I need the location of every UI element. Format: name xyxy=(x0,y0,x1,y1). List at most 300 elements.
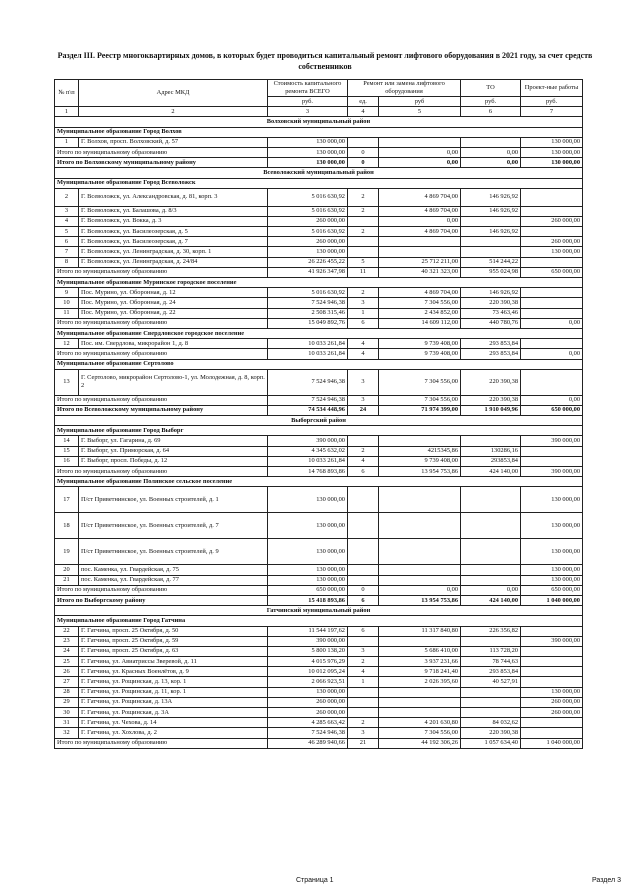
value-cell: 130 000,00 xyxy=(268,687,348,697)
value-cell: 130 000,00 xyxy=(268,565,348,575)
value-cell: 20 xyxy=(55,565,79,575)
subtotal-row xyxy=(55,147,583,157)
value-cell: 130 000,00 xyxy=(268,513,348,539)
value-cell xyxy=(461,436,521,446)
value-cell xyxy=(379,565,461,575)
value-cell: 130 000,00 xyxy=(521,565,583,575)
table-row xyxy=(55,487,583,513)
value-cell: 146 926,92 xyxy=(461,206,521,216)
value-cell: 5 xyxy=(55,227,79,237)
value-cell: 4215345,86 xyxy=(379,446,461,456)
address-cell: Г. Сертолово, микрорайон Сертолово-1, ул. Молодежная, д. 8, корп. 2 xyxy=(79,369,268,395)
value-cell: 14 xyxy=(55,436,79,446)
value-cell: 260 000,00 xyxy=(268,697,348,707)
value-cell: 4 345 632,02 xyxy=(268,446,348,456)
value-cell xyxy=(348,216,379,226)
value-cell: 4 869 704,00 xyxy=(379,188,461,206)
value-cell xyxy=(379,697,461,707)
value-cell: 11 544 197,62 xyxy=(268,626,348,636)
address-cell: Пос. им. Свердлова, микрорайон 1, д. 8 xyxy=(79,339,268,349)
table-row xyxy=(55,436,583,446)
value-cell: 146 926,92 xyxy=(461,288,521,298)
address-cell: Г. Гатчина, просп. 25 Октября, д. 63 xyxy=(79,646,268,656)
value-cell: 5 xyxy=(348,257,379,267)
value-cell: 25 xyxy=(55,657,79,667)
value-cell: 130 000,00 xyxy=(268,147,348,157)
value-cell: 22 xyxy=(55,626,79,636)
value-cell: 5 016 630,92 xyxy=(268,188,348,206)
value-cell xyxy=(461,137,521,147)
value-cell: 650 000,00 xyxy=(268,585,348,595)
address-cell: Г. Всеволожск, ул. Василеозерская, д. 7 xyxy=(79,237,268,247)
value-cell: 130 000,00 xyxy=(521,158,583,168)
table-row xyxy=(55,513,583,539)
value-cell xyxy=(348,513,379,539)
header-address: Адрес МКД xyxy=(79,80,268,107)
value-cell: 4 869 704,00 xyxy=(379,206,461,216)
value-cell: 260 000,00 xyxy=(521,697,583,707)
value-cell: 2 xyxy=(348,657,379,667)
address-cell: Г. Гатчина, ул. Хохлова, д. 2 xyxy=(79,728,268,738)
value-cell: 16 xyxy=(55,456,79,466)
value-cell: 390 000,00 xyxy=(268,436,348,446)
value-cell: 130 000,00 xyxy=(268,247,348,257)
value-cell: 130 000,00 xyxy=(521,137,583,147)
value-cell: 130286,16 xyxy=(461,446,521,456)
value-cell: 23 xyxy=(55,636,79,646)
value-cell xyxy=(521,339,583,349)
value-cell: 130 000,00 xyxy=(521,687,583,697)
col-number: 2 xyxy=(79,107,268,117)
value-cell: 19 xyxy=(55,539,79,565)
address-cell: Г. Гатчина, ул. Красных Военлётов, д. 9 xyxy=(79,667,268,677)
header-cost: Стоимость капитального ремонта ВСЕГО xyxy=(268,80,348,97)
table-row xyxy=(55,575,583,585)
address-cell: Г. Всеволожск, ул. Ленинградская, д. 30, корп. 1 xyxy=(79,247,268,257)
value-cell: 1 910 049,96 xyxy=(461,405,521,415)
value-cell: 26 xyxy=(55,667,79,677)
value-cell: 4 xyxy=(348,339,379,349)
unit-cell: руб xyxy=(379,97,461,107)
value-cell: 3 xyxy=(348,395,379,405)
subtotal-row xyxy=(55,738,583,748)
value-cell: 4 015 976,29 xyxy=(268,657,348,667)
value-cell: 24 xyxy=(55,646,79,656)
value-cell: 31 xyxy=(55,718,79,728)
value-cell: 0 xyxy=(348,585,379,595)
value-cell: 0,00 xyxy=(461,147,521,157)
value-cell xyxy=(521,657,583,667)
value-cell: 424 140,00 xyxy=(461,595,521,605)
address-cell: Г. Выборг, ул. Гагарина, д. 69 xyxy=(79,436,268,446)
subtotal-row xyxy=(55,267,583,277)
value-cell: 0,00 xyxy=(379,585,461,595)
value-cell: 74 534 448,96 xyxy=(268,405,348,415)
value-cell: 260 000,00 xyxy=(521,708,583,718)
address-cell: Г. Волхов, просп. Волховский, д. 57 xyxy=(79,137,268,147)
municipality-header-row xyxy=(55,616,583,626)
municipality-header-row xyxy=(55,426,583,436)
col-number: 1 xyxy=(55,107,79,117)
value-cell: 0,00 xyxy=(521,349,583,359)
address-cell: Пос. Мурино, ул. Оборонная, д. 12 xyxy=(79,288,268,298)
address-cell: пос. Каменка, ул. Гвардейская, д. 77 xyxy=(79,575,268,585)
address-cell: Г. Всеволожск, ул. Александровская, д. 81, корп. 3 xyxy=(79,188,268,206)
value-cell xyxy=(379,708,461,718)
value-cell: 0,00 xyxy=(521,318,583,328)
value-cell: 0,00 xyxy=(379,216,461,226)
value-cell: 260 000,00 xyxy=(268,237,348,247)
address-cell: Пос. Мурино, ул. Оборонная, д. 24 xyxy=(79,298,268,308)
value-cell: 7 524 946,38 xyxy=(268,369,348,395)
table-row xyxy=(55,288,583,298)
value-cell xyxy=(379,436,461,446)
value-cell: 1 057 634,40 xyxy=(461,738,521,748)
municipality-title: Муниципальное образование Город Гатчина xyxy=(55,616,583,626)
total-label: Итого по муниципальному образованию xyxy=(55,395,268,405)
value-cell xyxy=(521,308,583,318)
value-cell: 10 xyxy=(55,298,79,308)
table-row xyxy=(55,188,583,206)
value-cell: 650 000,00 xyxy=(521,405,583,415)
value-cell xyxy=(379,487,461,513)
value-cell: 13 954 753,86 xyxy=(379,467,461,477)
value-cell: 6 xyxy=(348,467,379,477)
value-cell: 2 066 923,51 xyxy=(268,677,348,687)
column-numbers-row xyxy=(55,107,583,117)
table-row xyxy=(55,565,583,575)
value-cell: 10 033 261,84 xyxy=(268,456,348,466)
address-cell: Г. Всеволожск, ул. Вокка, д. 3 xyxy=(79,216,268,226)
value-cell xyxy=(461,575,521,585)
value-cell: 30 xyxy=(55,708,79,718)
value-cell: 5 016 630,92 xyxy=(268,227,348,237)
col-number: 5 xyxy=(379,107,461,117)
value-cell xyxy=(348,708,379,718)
value-cell: 25 712 211,00 xyxy=(379,257,461,267)
value-cell xyxy=(521,227,583,237)
municipality-header-row xyxy=(55,178,583,188)
value-cell: 28 xyxy=(55,687,79,697)
municipality-title: Муниципальное образование Город Выборг xyxy=(55,426,583,436)
value-cell xyxy=(379,539,461,565)
district-title: Волховский муниципальный район xyxy=(55,117,583,127)
value-cell: 3 xyxy=(348,369,379,395)
value-cell xyxy=(348,137,379,147)
value-cell: 260 000,00 xyxy=(268,216,348,226)
value-cell xyxy=(521,288,583,298)
value-cell: 130 000,00 xyxy=(268,539,348,565)
value-cell: 44 192 306,26 xyxy=(379,738,461,748)
value-cell xyxy=(521,298,583,308)
value-cell: 4 201 630,80 xyxy=(379,718,461,728)
value-cell xyxy=(379,636,461,646)
municipality-header-row xyxy=(55,477,583,487)
value-cell: 1 xyxy=(348,677,379,687)
table-row xyxy=(55,646,583,656)
value-cell: 32 xyxy=(55,728,79,738)
unit-cell: руб. xyxy=(461,97,521,107)
value-cell xyxy=(379,687,461,697)
value-cell: 3 xyxy=(55,206,79,216)
table-row xyxy=(55,369,583,395)
value-cell: 7 xyxy=(55,247,79,257)
value-cell xyxy=(348,539,379,565)
total-label: Итого по муниципальному образованию xyxy=(55,738,268,748)
value-cell: 5 016 630,92 xyxy=(268,206,348,216)
district-header-row xyxy=(55,117,583,127)
municipality-title: Муниципальное образование Муринское городское поселение xyxy=(55,278,583,288)
value-cell: 10 033 261,84 xyxy=(268,349,348,359)
table-row xyxy=(55,339,583,349)
table-row xyxy=(55,308,583,318)
address-cell: П/ст Приветнинское, ул. Военных строителей, д. 7 xyxy=(79,513,268,539)
value-cell: 27 xyxy=(55,677,79,687)
value-cell: 130 000,00 xyxy=(521,575,583,585)
value-cell: 21 xyxy=(55,575,79,585)
page-number: Страница 1 xyxy=(296,877,334,884)
value-cell: 7 524 946,38 xyxy=(268,395,348,405)
value-cell: 226 356,82 xyxy=(461,626,521,636)
value-cell xyxy=(521,188,583,206)
table-row xyxy=(55,667,583,677)
table-row xyxy=(55,137,583,147)
header-repair: Ремонт или замена лифтового оборудования xyxy=(348,80,461,97)
value-cell xyxy=(461,708,521,718)
district-header-row xyxy=(55,168,583,178)
value-cell: 7 524 946,38 xyxy=(268,298,348,308)
value-cell: 8 xyxy=(55,257,79,267)
value-cell: 146 926,92 xyxy=(461,227,521,237)
value-cell: 130 000,00 xyxy=(521,487,583,513)
value-cell: 955 024,98 xyxy=(461,267,521,277)
value-cell: 73 463,46 xyxy=(461,308,521,318)
value-cell: 1 040 000,00 xyxy=(521,738,583,748)
value-cell: 293853,84 xyxy=(461,456,521,466)
header-to: ТО xyxy=(461,80,521,97)
value-cell: 220 390,38 xyxy=(461,728,521,738)
district-total-row xyxy=(55,158,583,168)
value-cell xyxy=(521,257,583,267)
value-cell xyxy=(379,137,461,147)
value-cell xyxy=(521,677,583,687)
value-cell: 0 xyxy=(348,158,379,168)
table-row xyxy=(55,657,583,667)
municipality-header-row xyxy=(55,328,583,338)
unit-cell: руб. xyxy=(521,97,583,107)
table-row xyxy=(55,216,583,226)
address-cell: П/ст Приветнинское, ул. Военных строителей, д. 9 xyxy=(79,539,268,565)
value-cell xyxy=(461,237,521,247)
value-cell: 0 xyxy=(348,147,379,157)
value-cell: 71 974 399,00 xyxy=(379,405,461,415)
value-cell: 15 049 892,76 xyxy=(268,318,348,328)
value-cell: 14 768 893,86 xyxy=(268,467,348,477)
value-cell: 146 926,92 xyxy=(461,188,521,206)
value-cell xyxy=(521,626,583,636)
value-cell xyxy=(348,697,379,707)
value-cell: 18 xyxy=(55,513,79,539)
total-label: Итого по муниципальному образованию xyxy=(55,318,268,328)
total-label: Итого по муниципальному образованию xyxy=(55,467,268,477)
value-cell xyxy=(461,565,521,575)
value-cell xyxy=(348,247,379,257)
value-cell xyxy=(348,487,379,513)
value-cell: 3 xyxy=(348,298,379,308)
table-row xyxy=(55,298,583,308)
value-cell: 29 xyxy=(55,697,79,707)
district-header-row xyxy=(55,416,583,426)
value-cell: 2 xyxy=(348,206,379,216)
value-cell: 4 869 704,00 xyxy=(379,288,461,298)
table-row xyxy=(55,247,583,257)
value-cell: 3 937 231,66 xyxy=(379,657,461,667)
value-cell xyxy=(521,646,583,656)
value-cell: 11 317 840,80 xyxy=(379,626,461,636)
value-cell: 2 xyxy=(348,446,379,456)
value-cell: 9 739 408,00 xyxy=(379,456,461,466)
value-cell: 2 026 395,60 xyxy=(379,677,461,687)
value-cell: 220 390,38 xyxy=(461,298,521,308)
total-label: Итого по муниципальному образованию xyxy=(55,349,268,359)
value-cell: 7 304 556,00 xyxy=(379,298,461,308)
total-label: Итого по Волховскому муниципальному району xyxy=(55,158,268,168)
value-cell: 10 033 261,84 xyxy=(268,339,348,349)
value-cell: 11 xyxy=(348,267,379,277)
col-number: 4 xyxy=(348,107,379,117)
unit-cell: ед. xyxy=(348,97,379,107)
value-cell: 0,00 xyxy=(379,147,461,157)
table-row xyxy=(55,227,583,237)
value-cell: 26 226 455,22 xyxy=(268,257,348,267)
table-row xyxy=(55,456,583,466)
value-cell: 9 xyxy=(55,288,79,298)
value-cell: 84 032,62 xyxy=(461,718,521,728)
district-title: Всеволожский муниципальный район xyxy=(55,168,583,178)
value-cell: 130 000,00 xyxy=(268,137,348,147)
value-cell: 11 xyxy=(55,308,79,318)
col-number: 7 xyxy=(521,107,583,117)
value-cell: 7 524 946,38 xyxy=(268,728,348,738)
address-cell: Г. Всеволожск, ул. Василеозерская, д. 5 xyxy=(79,227,268,237)
value-cell: 130 000,00 xyxy=(521,247,583,257)
value-cell: 260 000,00 xyxy=(521,216,583,226)
value-cell: 1 xyxy=(55,137,79,147)
subtotal-row xyxy=(55,318,583,328)
address-cell: Г. Гатчина, ул. Рощинская, д. 13А xyxy=(79,697,268,707)
address-cell: Г. Выборг, ул. Приморская, д. 64 xyxy=(79,446,268,456)
value-cell: 650 000,00 xyxy=(521,585,583,595)
subtotal-row xyxy=(55,585,583,595)
value-cell: 130 000,00 xyxy=(521,147,583,157)
value-cell: 390 000,00 xyxy=(521,467,583,477)
value-cell: 220 390,38 xyxy=(461,395,521,405)
value-cell: 1 040 000,00 xyxy=(521,595,583,605)
col-number: 6 xyxy=(461,107,521,117)
value-cell: 46 289 940,66 xyxy=(268,738,348,748)
value-cell: 40 321 323,00 xyxy=(379,267,461,277)
value-cell: 220 390,38 xyxy=(461,369,521,395)
header-row xyxy=(55,80,583,97)
address-cell: Г. Гатчина, ул. Рощинская, д. 11, кор. 1 xyxy=(79,687,268,697)
total-label: Итого по Всеволожскому муниципальному району xyxy=(55,405,268,415)
table-row xyxy=(55,636,583,646)
value-cell: 130 000,00 xyxy=(521,513,583,539)
total-label: Итого по муниципальному образованию xyxy=(55,267,268,277)
value-cell xyxy=(348,687,379,697)
value-cell xyxy=(348,575,379,585)
address-cell: Пос. Мурино, ул. Оборонная, д. 22 xyxy=(79,308,268,318)
value-cell: 4 869 704,00 xyxy=(379,227,461,237)
value-cell xyxy=(348,237,379,247)
address-cell: Г. Гатчина, ул. Авиатриссы Зверевой, д. 11 xyxy=(79,657,268,667)
value-cell: 7 304 556,00 xyxy=(379,395,461,405)
value-cell: 1 xyxy=(348,308,379,318)
value-cell: 3 xyxy=(348,646,379,656)
municipality-title: Муниципальное образование Город Всеволожск xyxy=(55,178,583,188)
value-cell xyxy=(521,718,583,728)
page-title: Раздел III. Реестр многоквартирных домов, в которых будет проводиться капитальный ремонт лифтового оборудования в 2021 году, за счет средств собственников xyxy=(57,51,593,71)
value-cell: 9 739 408,00 xyxy=(379,339,461,349)
value-cell: 113 728,20 xyxy=(461,646,521,656)
value-cell xyxy=(521,456,583,466)
value-cell: 7 304 556,00 xyxy=(379,728,461,738)
municipality-header-row xyxy=(55,278,583,288)
value-cell: 2 xyxy=(348,188,379,206)
value-cell: 2 434 852,00 xyxy=(379,308,461,318)
header-project: Проект-ные работы xyxy=(521,80,583,97)
value-cell: 390 000,00 xyxy=(268,636,348,646)
total-label: Итого по муниципальному образованию xyxy=(55,147,268,157)
value-cell: 9 718 241,40 xyxy=(379,667,461,677)
value-cell: 6 xyxy=(348,626,379,636)
value-cell: 260 000,00 xyxy=(268,708,348,718)
table-row xyxy=(55,728,583,738)
municipality-header-row xyxy=(55,127,583,137)
district-total-row xyxy=(55,595,583,605)
value-cell xyxy=(379,247,461,257)
municipality-header-row xyxy=(55,359,583,369)
value-cell: 6 xyxy=(348,318,379,328)
table-row xyxy=(55,539,583,565)
value-cell xyxy=(379,575,461,585)
value-cell xyxy=(348,565,379,575)
table-row xyxy=(55,677,583,687)
address-cell: Г. Гатчина, просп. 25 Октября, д. 50 xyxy=(79,626,268,636)
value-cell: 0,00 xyxy=(379,158,461,168)
address-cell: Г. Всеволожск, ул. Ленинградская, д. 24/84 xyxy=(79,257,268,267)
value-cell: 24 xyxy=(348,405,379,415)
value-cell xyxy=(379,513,461,539)
value-cell xyxy=(521,667,583,677)
value-cell: 5 686 410,00 xyxy=(379,646,461,656)
value-cell: 9 739 408,00 xyxy=(379,349,461,359)
value-cell: 4 xyxy=(55,216,79,226)
value-cell: 4 xyxy=(348,349,379,359)
address-cell: Г. Всеволожск, ул. Балашова, д. 8/3 xyxy=(79,206,268,216)
value-cell: 2 xyxy=(348,227,379,237)
value-cell: 2 xyxy=(55,188,79,206)
total-label: Итого по муниципальному образованию xyxy=(55,585,268,595)
district-title: Выборгский район xyxy=(55,416,583,426)
address-cell: Г. Гатчина, просп. 25 Октября, д. 59 xyxy=(79,636,268,646)
value-cell: 78 744,63 xyxy=(461,657,521,667)
subtotal-row xyxy=(55,395,583,405)
value-cell: 130 000,00 xyxy=(521,539,583,565)
value-cell: 260 000,00 xyxy=(521,237,583,247)
value-cell xyxy=(348,436,379,446)
municipality-title: Муниципальное образование Город Волхов xyxy=(55,127,583,137)
